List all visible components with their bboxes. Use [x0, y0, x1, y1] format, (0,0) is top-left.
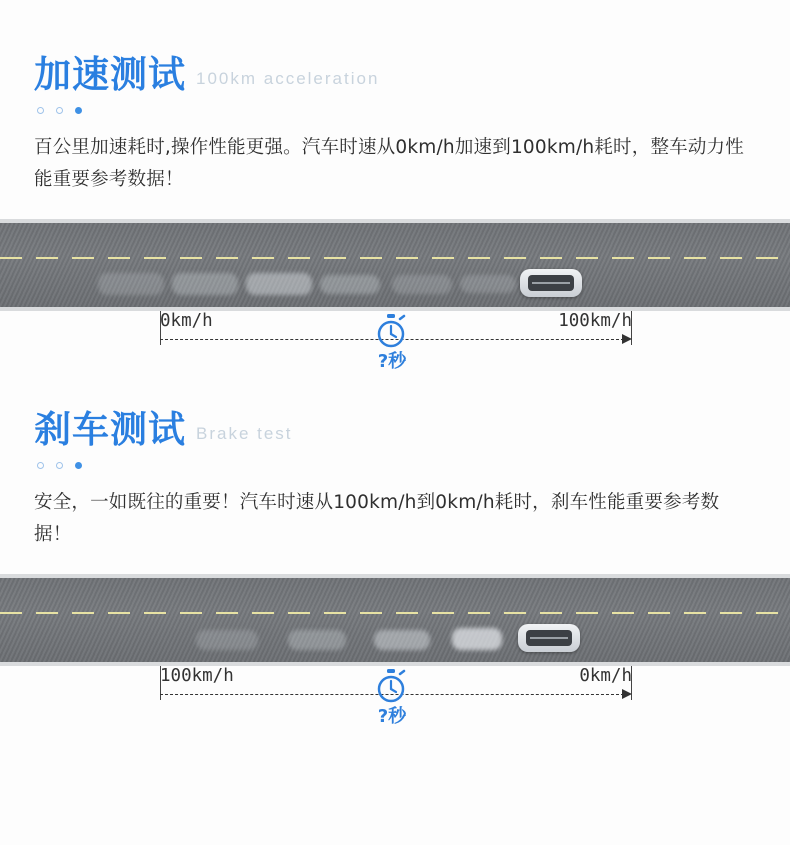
section-paragraph: 百公里加速耗时,操作性能更强。汽车时速从0km/h加速到100km/h耗时，整车动力性能重要参考数据！ [34, 137, 744, 191]
car-motion-ghost [172, 273, 238, 295]
scale-label-start: 100km/h [160, 665, 234, 686]
scale-label-end: 100km/h [558, 310, 632, 331]
road-surface [0, 219, 790, 311]
timer-value-label: ?秒 [377, 705, 407, 727]
scale-arrow-head [622, 689, 632, 699]
dot-solid-icon [75, 107, 82, 114]
road-edge-top [0, 219, 790, 223]
section-title-cn: 加速测试 [34, 53, 186, 96]
timer-value-label: ?秒 [377, 350, 407, 372]
measurement-scale-brake [0, 666, 790, 728]
section-acceleration [0, 0, 790, 373]
section-title-en: 100km acceleration [196, 69, 380, 88]
road-lane-marking [0, 612, 790, 614]
car-icon [518, 624, 580, 652]
section-heading [0, 53, 790, 96]
scale-label-start: 0km/h [160, 310, 213, 331]
car-motion-ghost [320, 275, 380, 294]
dot-hollow-icon [37, 462, 44, 469]
car-motion-ghost [460, 275, 516, 293]
car-motion-ghost [246, 273, 312, 295]
scale-arrow-head [622, 334, 632, 344]
section-brake [0, 373, 790, 728]
car-motion-ghost [374, 630, 430, 650]
decor-dots [0, 462, 790, 469]
car-motion-ghost [392, 275, 452, 294]
dot-solid-icon [75, 462, 82, 469]
car-motion-ghost [98, 273, 164, 295]
measurement-scale-acceleration [0, 311, 790, 373]
section-title-cn: 刹车测试 [34, 407, 186, 451]
road-lane-marking [0, 257, 790, 259]
road-surface [0, 574, 790, 666]
car-window [526, 630, 572, 646]
stopwatch-icon [375, 669, 407, 703]
section-title-en: Brake test [196, 423, 293, 443]
dot-hollow-icon [56, 462, 63, 469]
road-illustration-brake [0, 574, 790, 728]
scale-label-end: 0km/h [579, 665, 632, 686]
road-illustration-acceleration [0, 219, 790, 373]
stopwatch-icon [375, 314, 407, 348]
dot-hollow-icon [37, 107, 44, 114]
section-heading [0, 407, 790, 451]
car-icon [520, 269, 582, 297]
section-paragraph: 安全，一如既往的重要！汽车时速从100km/h到0km/h耗时，刹车性能重要参考数据！ [34, 491, 720, 546]
decor-dots [0, 107, 790, 114]
car-motion-ghost [196, 630, 258, 650]
car-motion-ghost [288, 630, 346, 650]
car-window [528, 275, 574, 291]
dot-hollow-icon [56, 107, 63, 114]
car-motion-ghost [452, 628, 502, 650]
road-edge-top [0, 574, 790, 578]
